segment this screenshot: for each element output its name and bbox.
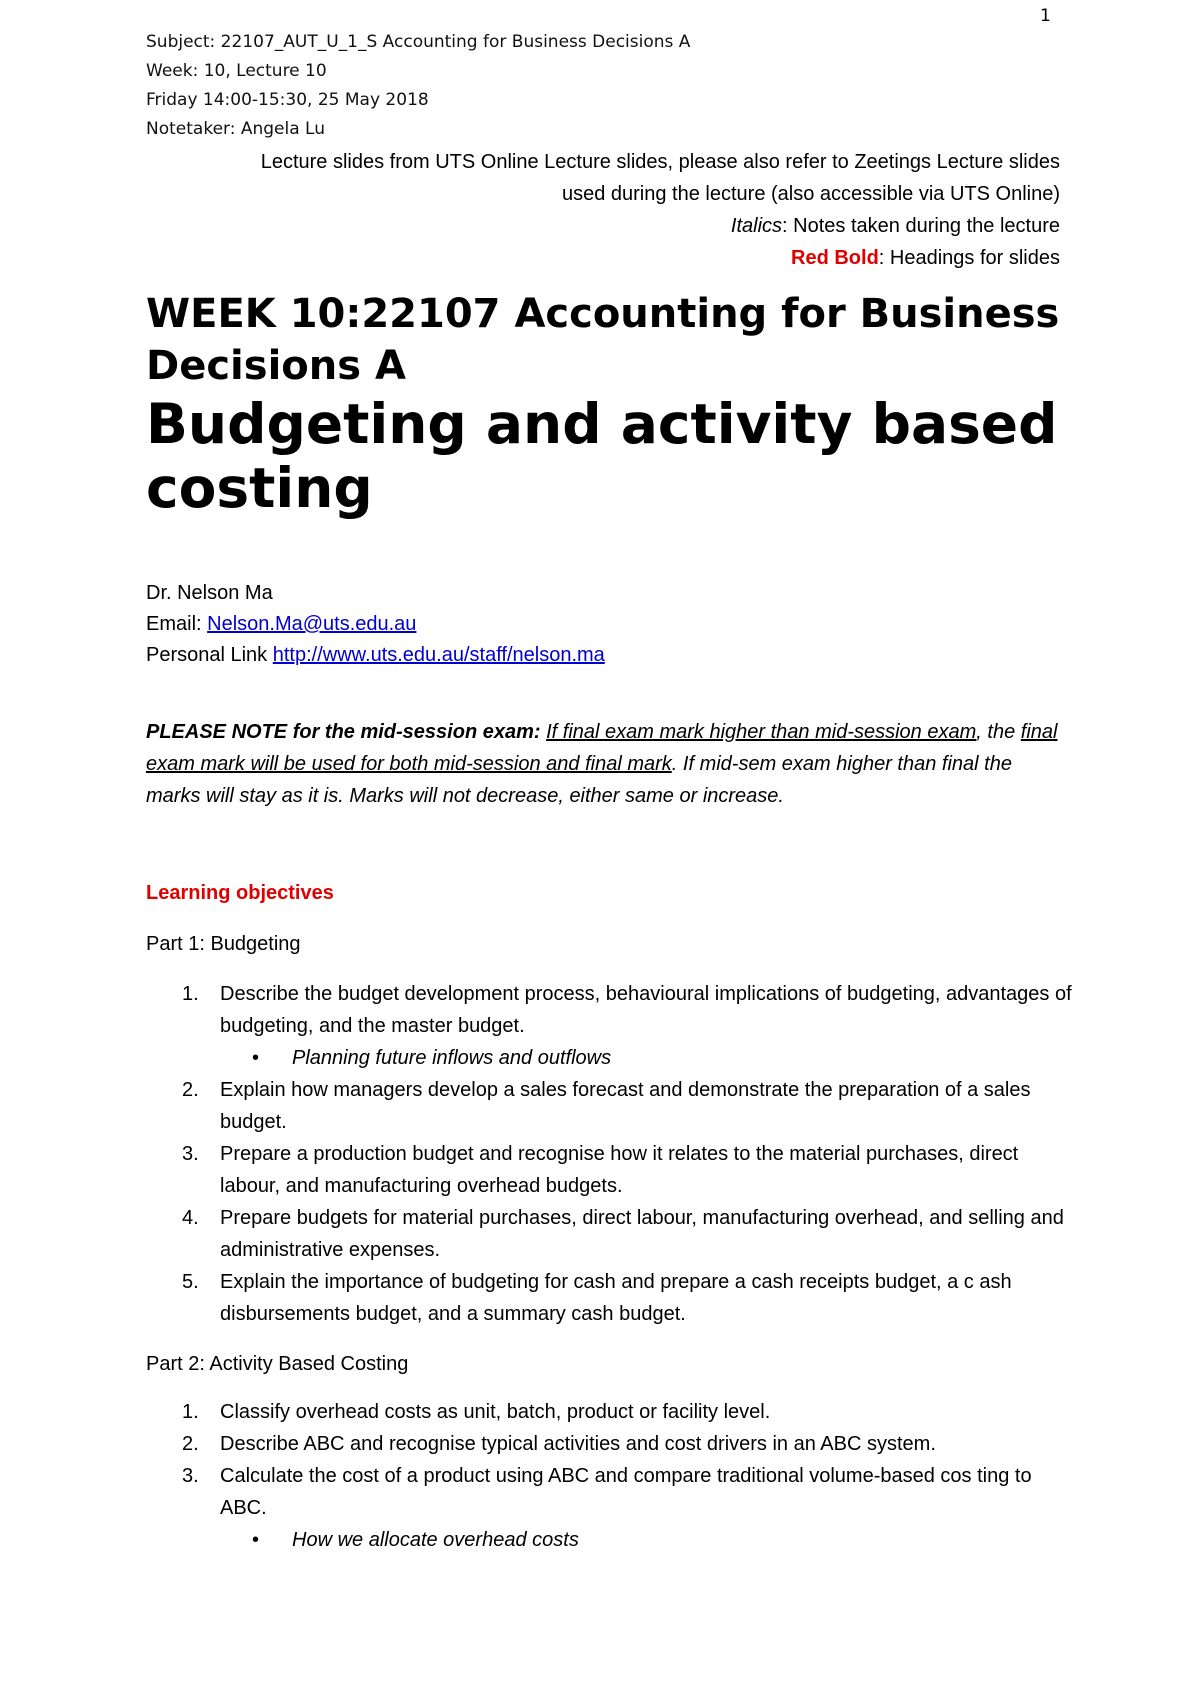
list-number: 3. [182,1143,199,1165]
sub-bullet-text: How we allocate overhead costs [292,1529,579,1551]
list-item [146,1266,1076,1330]
notes-legend [261,146,1060,274]
part1-objectives-list [146,978,1076,1330]
exam-note-underlined-1: If final exam mark higher than mid-session exam [546,721,977,743]
personal-link[interactable]: http://www.uts.edu.au/staff/nelson.ma [272,644,605,666]
page-number: 1 [1040,6,1051,26]
document-metadata [146,28,690,144]
italics-description: : Notes taken during the lecture [782,215,1060,237]
list-item [146,1074,1076,1138]
title-block [146,288,1071,520]
list-item [146,1138,1076,1202]
sub-bullet-item [146,1524,1076,1556]
list-number: 4. [182,1207,199,1229]
sub-bullet-text: Planning future inflows and outflows [292,1047,612,1069]
personal-link-row [146,640,605,671]
subject-line: Subject: 22107_AUT_U_1_S Accounting for Business Decisions A [146,32,691,52]
exam-note-heading: PLEASE NOTE for the mid-session exam: [146,721,541,743]
list-item-text: Describe ABC and recognise typical activities and cost drivers in an ABC system. [220,1433,936,1455]
notes-line-1: Lecture slides from UTS Online Lecture slides, please also refer to Zeetings Lecture slides [260,151,1060,173]
email-row [146,609,605,640]
list-number: 2. [182,1433,199,1455]
list-number: 1. [182,983,199,1005]
exam-note-underlined-2: final exam mark will be used for both mid-session and final mark [146,721,1058,775]
list-item [146,1396,1076,1428]
exam-note [146,716,1071,812]
part1-label: Part 1: Budgeting [146,933,301,955]
italics-legend [261,210,1060,242]
week-title: WEEK 10:22107 Accounting for Business Decisions A [146,291,1060,389]
list-item [146,1428,1076,1460]
part2-objectives-list [146,1396,1076,1556]
contact-info [146,578,605,671]
datetime-line: Friday 14:00-15:30, 25 May 2018 [146,90,429,110]
bullet-icon: • [252,1047,260,1069]
list-number: 1. [182,1401,199,1423]
sub-bullet-item [146,1042,1076,1074]
bullet-icon: • [252,1529,260,1551]
email-link[interactable]: Nelson.Ma@uts.edu.au [207,613,417,635]
list-item-text: Calculate the cost of a product using ABC and compare traditional volume-based cos ting to ABC. [220,1465,1032,1519]
email-label: Email: [146,613,208,635]
week-line: Week: 10, Lecture 10 [146,61,327,81]
part2-label: Part 2: Activity Based Costing [146,1353,409,1375]
exam-note-text-2: . If mid-sem exam higher than final the marks will stay as it is. Marks will not decrease, either same or increase. [146,753,1012,807]
lecturer-name: Dr. Nelson Ma [146,582,273,604]
notetaker-line: Notetaker: Angela Lu [146,119,325,139]
list-item-text: Prepare a production budget and recognise how it relates to the material purchases, direct labour, and manufacturing overhead budgets. [220,1143,1019,1197]
main-title: Budgeting and activity based costing [146,392,1058,520]
personal-link-label: Personal Link [146,644,273,666]
list-number: 3. [182,1465,199,1487]
list-item [146,978,1076,1042]
list-item [146,1460,1076,1524]
exam-note-text-1: , the [976,721,1021,743]
learning-objectives-heading: Learning objectives [146,882,334,904]
list-item-text: Describe the budget development process, behavioural implications of budgeting, advantages of budgeting, and the master budget. [220,983,1072,1037]
redbold-description: : Headings for slides [878,247,1060,269]
list-number: 2. [182,1079,199,1101]
list-number: 5. [182,1271,199,1293]
notes-line-2: used during the lecture (also accessible via UTS Online) [561,183,1060,205]
list-item [146,1202,1076,1266]
italics-label: Italics [730,215,783,237]
redbold-legend [261,242,1060,274]
list-item-text: Classify overhead costs as unit, batch, product or facility level. [220,1401,771,1423]
list-item-text: Explain how managers develop a sales forecast and demonstrate the preparation of a sales budget. [220,1079,1031,1133]
list-item-text: Explain the importance of budgeting for cash and prepare a cash receipts budget, a c ash disbursements budget, and a summary cash budget. [220,1271,1012,1325]
redbold-label: Red Bold [791,247,879,269]
list-item-text: Prepare budgets for material purchases, direct labour, manufacturing overhead, and selling and administrative expenses. [220,1207,1064,1261]
